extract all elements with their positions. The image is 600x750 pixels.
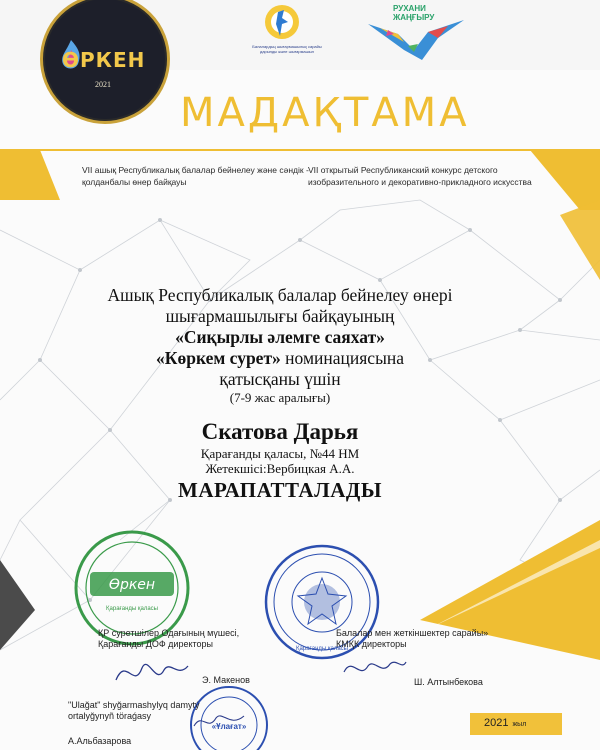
bird-mosaic-logo-icon [368,20,468,60]
certificate-title: МАДАҚТАМА [180,90,470,136]
certificate-body [60,285,500,406]
ulagat-stamp-text: «Ұлағат» [211,722,247,731]
nomination-name: «Көркем сурет» [156,348,281,368]
center-logo-caption: Балалардың шығармашылық сарайы дарынды және шығармашыл [252,44,322,54]
body-line-4 [60,348,500,369]
year-suffix: жыл [512,721,527,728]
bottom-signatory-org: "Ulağat" shyğarmashylyq damytý ortalyğynyñ töraǵasy [68,700,200,721]
body-line-2: шығармашылығы байқауының [165,306,395,326]
signature-makenov [112,650,192,694]
green-stamp-text: Өркен [108,577,156,593]
blue-stamp-text: Қарағанды қаласы [296,646,348,652]
signature-altynbekova [340,652,410,686]
bottom-signatory-name: А.Альбазарова [68,736,132,746]
year-badge [470,713,562,735]
right-signatory-org: Балалар мен жеткіншектер сарайы» КМҚК директоры [336,628,489,649]
rukhani-logo-line1: РУХАНИ [393,4,426,13]
age-group: (7-9 жас аралығы) [229,390,331,405]
contest-name: «Сиқырлы әлемге саяхат» [175,327,385,347]
recipient-school: Қарағанды қаласы, №44 НМ [200,446,360,461]
left-signatory-name: Э. Макенов [202,675,250,685]
award-statement: МАРАПАТТАЛАДЫ [178,478,382,502]
rukhani-logo-line2: ЖАҢҒЫРУ [393,13,435,22]
orken-logo-year: 2021 [95,80,111,89]
subtitle-russian: VII открытый Республиканский конкурс детского изобразительного и декоративно-прикладного искусства [308,165,532,187]
right-signatory-name: Ш. Алтынбекова [414,677,483,687]
subtitle-kazakh: VII ашық Республикалық балалар бейнелеу және сәндік - қолданбалы өнер байқауы [82,165,309,187]
body-line-1: Ашық Республикалық балалар бейнелеу өнері [107,285,453,305]
recipient-name: Скатова Дарья [201,419,359,444]
nomination-suffix: номинациясына [280,348,404,368]
sun-figure-logo-icon [258,2,306,42]
left-signatory-org: ҚР суретшілер Одағының мүшесі, Қарағанды ДОФ директоры [98,628,240,649]
year-value: 2021 [484,717,509,729]
body-line-5: қатысқаны үшін [219,369,341,389]
orken-logo-text: ӨРКЕН [62,48,146,72]
teacher-name: Жетекшісі:Вербицкая А.А. [205,461,355,476]
green-stamp-sub: Қарағанды қаласы [106,606,158,612]
